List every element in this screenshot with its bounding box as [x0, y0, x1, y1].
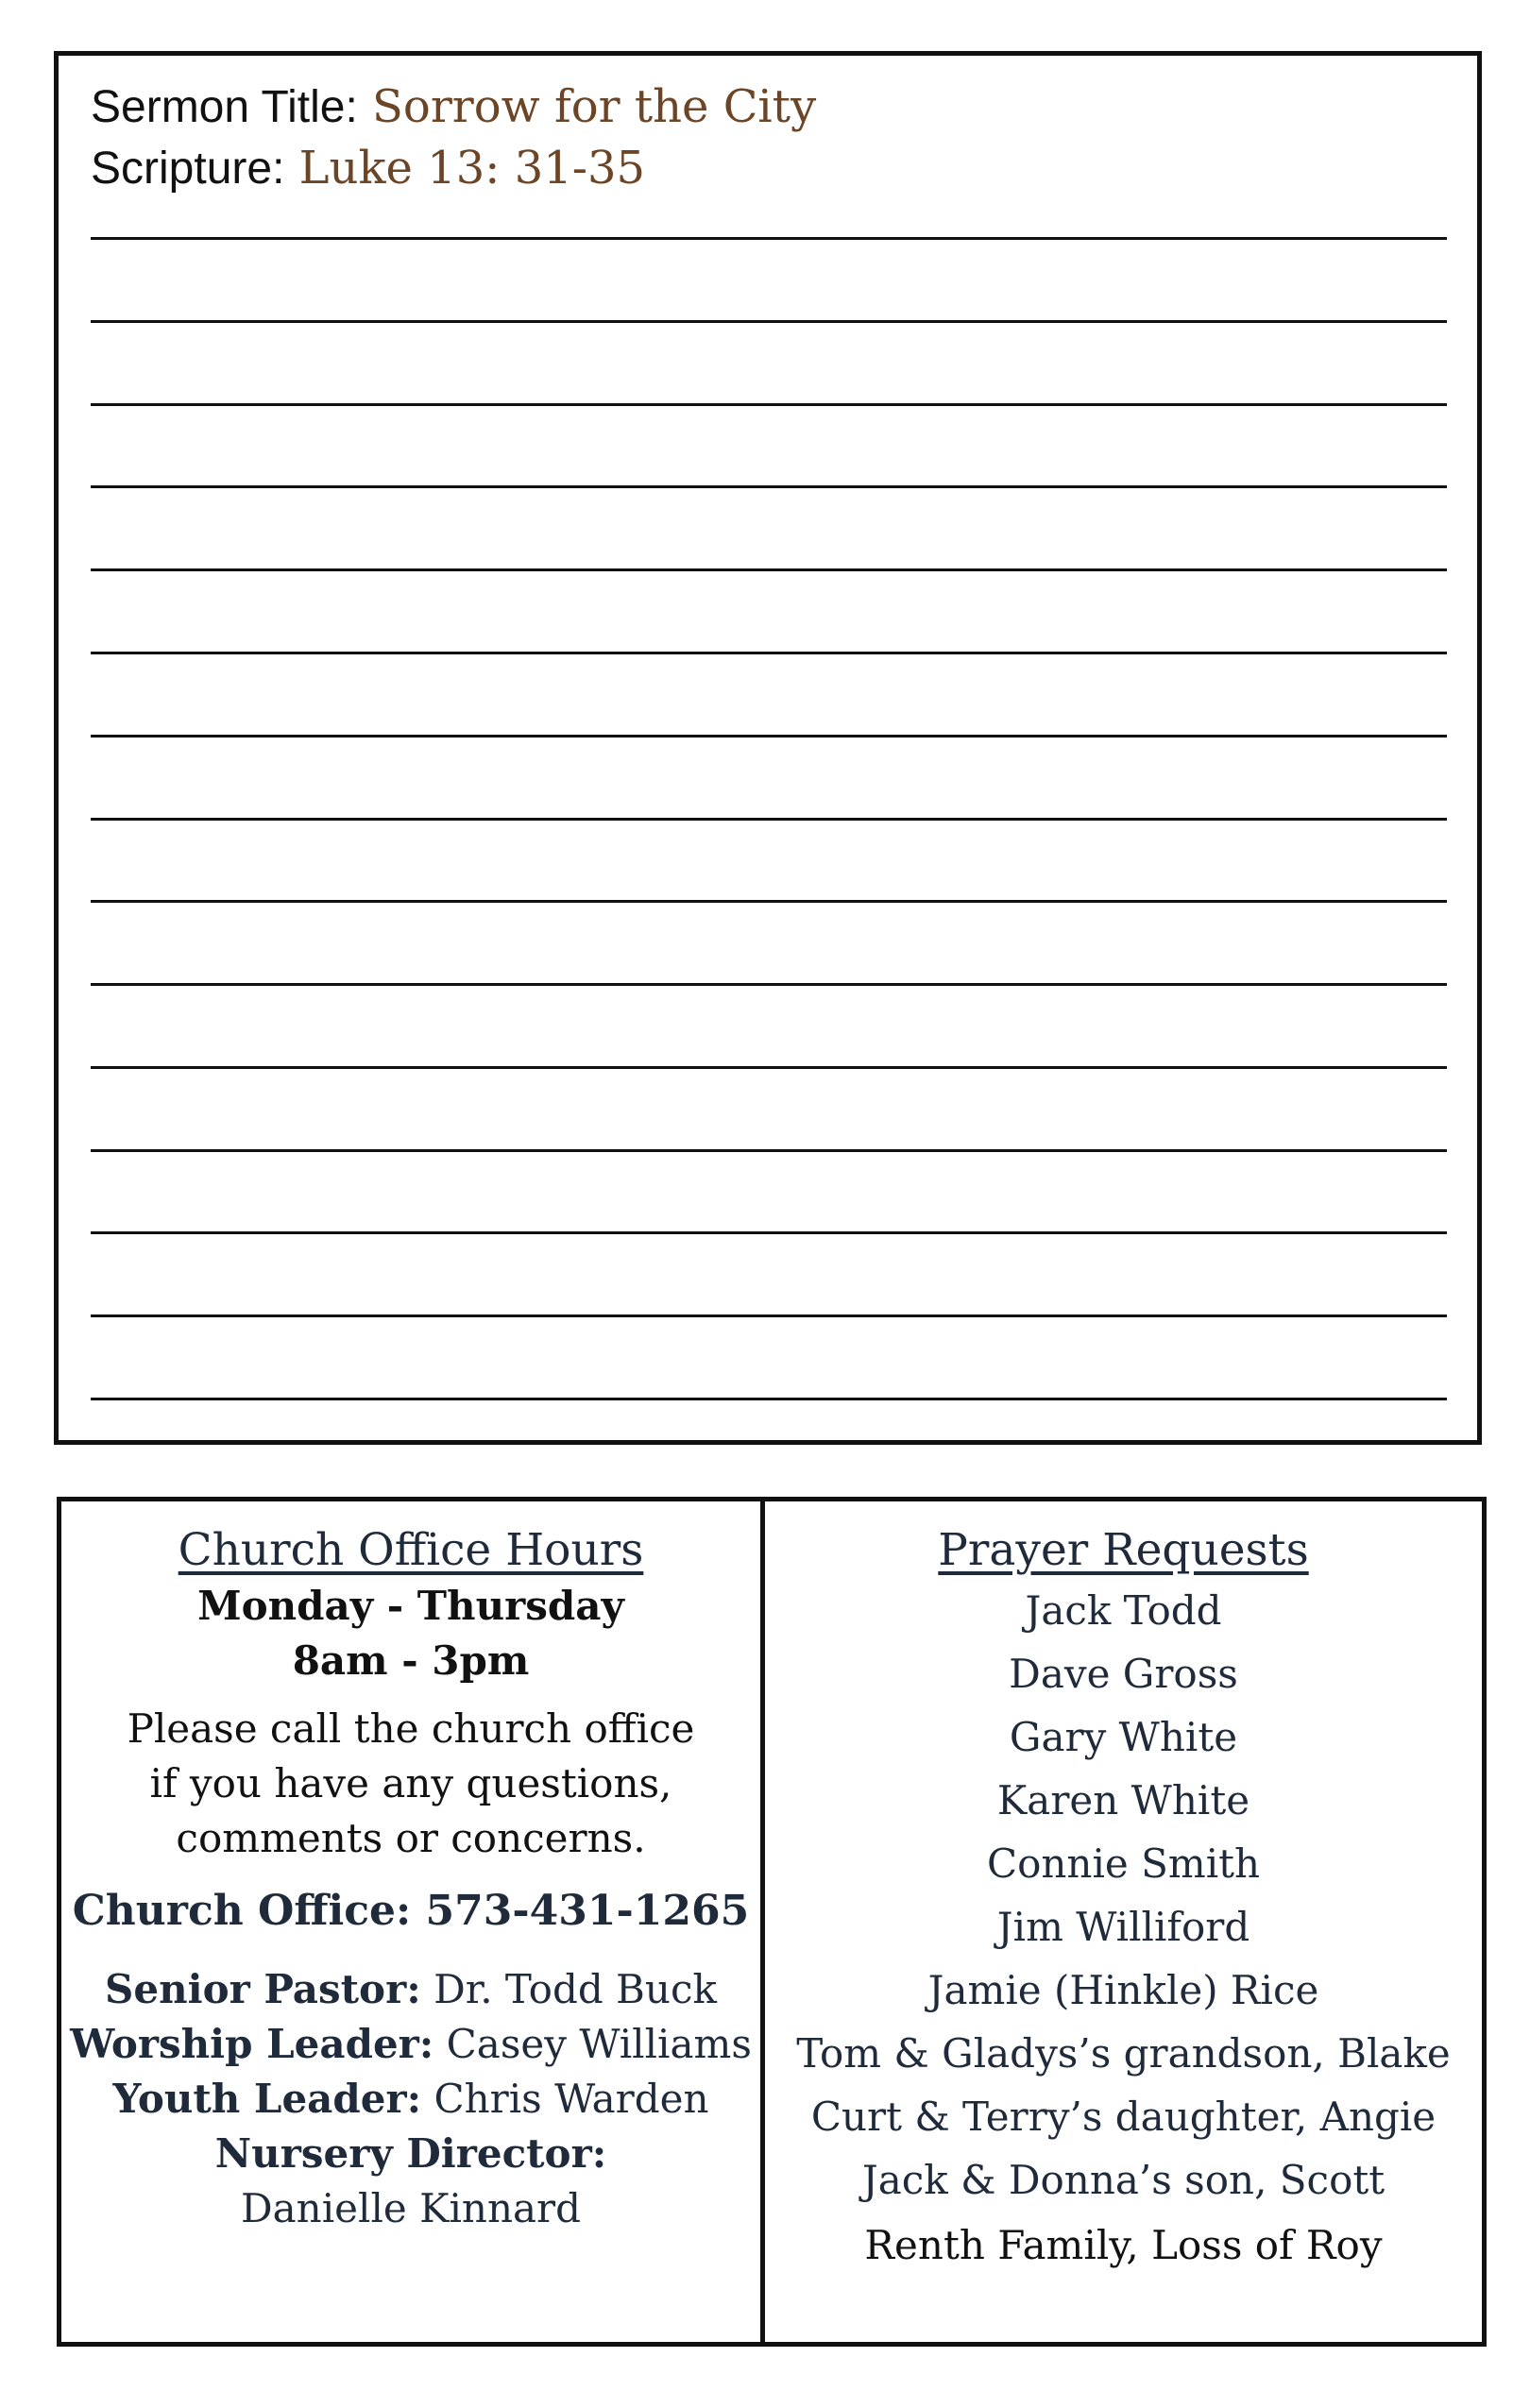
staff-name: Casey Williams — [446, 2021, 752, 2067]
prayer-item: Jamie (Hinkle) Rice — [927, 1967, 1319, 2013]
note-line — [91, 403, 1447, 406]
staff-name: Chris Warden — [434, 2076, 709, 2122]
prayer-item: Karen White — [996, 1777, 1250, 1823]
office-phone: Church Office: 573-431-1265 — [72, 1887, 750, 1935]
office-message-line: if you have any questions, — [149, 1760, 672, 1806]
sermon-header — [91, 76, 816, 199]
note-line — [91, 320, 1447, 323]
prayer-item: Tom & Gladys’s grandson, Blake — [796, 2030, 1451, 2077]
scripture-row — [91, 138, 816, 199]
office-column — [61, 1501, 760, 2236]
prayer-item: Curt & Terry’s daughter, Angie — [810, 2094, 1436, 2140]
office-message-line: Please call the church office — [127, 1705, 695, 1752]
prayer-item: Dave Gross — [1009, 1651, 1238, 1697]
note-line — [91, 818, 1447, 821]
note-line — [91, 1231, 1447, 1234]
scripture-label: Scripture: — [91, 144, 285, 194]
note-line — [91, 735, 1447, 738]
staff-role: Senior Pastor: — [105, 1966, 421, 2012]
staff-list — [61, 1962, 760, 2236]
sermon-notes-box — [54, 51, 1482, 1445]
staff-role: Worship Leader: — [70, 2021, 434, 2067]
prayer-item: Renth Family, Loss of Roy — [864, 2222, 1383, 2268]
staff-nursery-director — [61, 2127, 760, 2236]
info-box — [57, 1497, 1487, 2347]
note-line — [91, 1066, 1447, 1069]
office-hours: 8am - 3pm — [292, 1637, 530, 1684]
staff-role: Nursery Director: — [214, 2130, 607, 2177]
sermon-title-label: Sermon Title: — [91, 82, 358, 132]
office-message-line: comments or concerns. — [176, 1815, 646, 1861]
note-line — [91, 1314, 1447, 1317]
prayer-item: Jack Todd — [1025, 1587, 1222, 1634]
sermon-title-row — [91, 76, 816, 138]
note-line — [91, 983, 1447, 986]
prayer-item: Connie Smith — [986, 1840, 1261, 1887]
office-days: Monday - Thursday — [197, 1583, 624, 1629]
staff-name: Danielle Kinnard — [240, 2185, 582, 2231]
staff-youth-leader — [61, 2072, 760, 2127]
note-line — [91, 568, 1447, 571]
staff-role: Youth Leader: — [112, 2076, 422, 2122]
note-line — [91, 652, 1447, 654]
prayer-item: Jack & Donna’s son, Scott — [861, 2157, 1386, 2203]
staff-senior-pastor — [61, 1962, 760, 2017]
office-hours-heading: Church Office Hours — [178, 1524, 644, 1576]
note-line — [91, 900, 1447, 903]
note-line — [91, 1398, 1447, 1400]
prayer-item: Jim Williford — [996, 1904, 1250, 1950]
scripture-reference: Luke 13: 31-35 — [298, 142, 646, 195]
staff-worship-leader — [61, 2017, 760, 2072]
prayer-list — [765, 1579, 1482, 2277]
sermon-title: Sorrow for the City — [372, 80, 817, 133]
note-line — [91, 1149, 1447, 1152]
staff-name: Dr. Todd Buck — [434, 1966, 717, 2012]
prayer-requests-heading: Prayer Requests — [938, 1524, 1309, 1576]
prayer-column — [765, 1501, 1482, 2277]
note-line — [91, 485, 1447, 488]
prayer-item: Gary White — [1009, 1714, 1238, 1760]
note-line — [91, 237, 1447, 240]
office-message — [61, 1702, 760, 1866]
